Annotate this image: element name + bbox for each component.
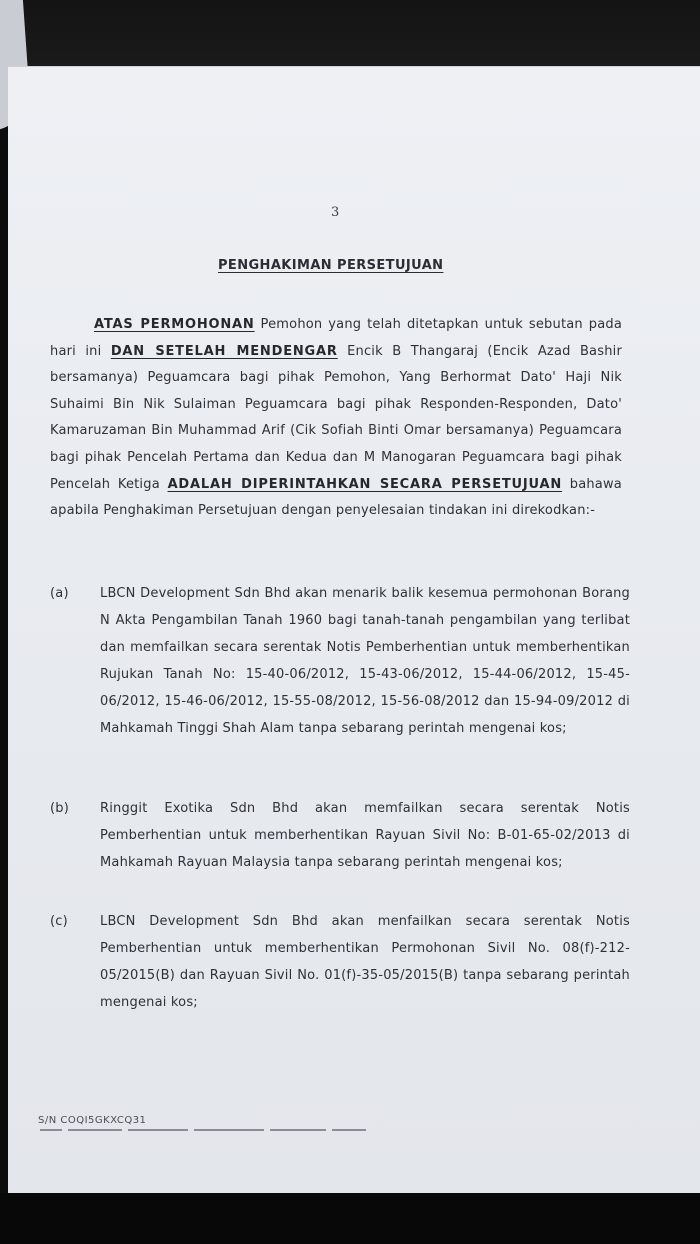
item-marker: (c) — [50, 914, 68, 929]
intro-text-3: bahawa apabila Penghakiman Persetujuan dengan penyelesaian tindakan ini direkodkan:- — [50, 476, 622, 519]
document-heading: PENGHAKIMAN PERSETUJUAN — [218, 258, 444, 273]
serial-number: S/N COQI5GKXCQ31 — [38, 1115, 147, 1126]
item-text: LBCN Development Sdn Bhd akan menfailkan secara serentak Notis Pemberhentian untuk memberhentikan Permohonan Sivil No. 08(f)-212-05/2015(B) dan Rayuan Sivil No. 01(f)-35-05/2015(B) tanpa sebarang perintah mengenai kos; — [100, 914, 630, 1010]
intro-text-2: Encik B Thangaraj (Encik Azad Bashir bersamanya) Peguamcara bagi pihak Pemohon, Yang Berhormat Dato' Haji Nik Suhaimi Bin Nik Sulaiman Peguamcara bagi pihak Responden-Responden, Dato' Kamaruzaman Bin Muhammad Arif (Cik Sofiah Binti Omar bersamanya) Peguamcara bagi pihak Pencelah Pertama dan Kedua dan M Manogaran Peguamcara bagi pihak Pencelah Ketiga — [50, 343, 622, 492]
background-bottom — [0, 1193, 700, 1244]
dan-setelah-mendengar-label: DAN SETELAH MENDENGAR — [110, 343, 338, 359]
item-text: Ringgit Exotika Sdn Bhd akan memfailkan secara serentak Notis Pemberhentian untuk memberhentikan Rayuan Sivil No: B-01-65-02/2013 di Mahkamah Rayuan Malaysia tanpa sebarang perintah mengenai kos; — [100, 801, 630, 870]
item-marker: (b) — [50, 801, 69, 816]
intro-text-1: Pemohon yang telah ditetapkan untuk sebutan pada hari ini — [50, 317, 622, 359]
intro-paragraph — [50, 312, 622, 525]
footer-fine-print-illegible — [40, 1127, 366, 1133]
atas-permohonan-label: ATAS PERMOHONAN — [94, 317, 255, 332]
page-number: 3 — [331, 205, 340, 220]
item-text: LBCN Development Sdn Bhd akan menarik balik kesemua permohonan Borang N Akta Pengambilan Tanah 1960 bagi tanah-tanah pengambilan yang terlibat dan memfailkan secara serentak Notis Pemberhentian untuk memberhentikan Rujukan Tanah No: 15-40-06/2012, 15-43-06/2012, 15-44-06/2012, 15-45-06/2012, 15-46-06/2012, 15-55-08/2012, 15-56-08/2012 dan 15-94-09/2012 di Mahkamah Tinggi Shah Alam tanpa sebarang perintah mengenai kos; — [100, 586, 630, 736]
adalah-diperintahkan-label: ADALAH DIPERINTAHKAN SECARA PERSETUJUAN — [167, 476, 563, 492]
item-marker: (a) — [50, 586, 69, 601]
